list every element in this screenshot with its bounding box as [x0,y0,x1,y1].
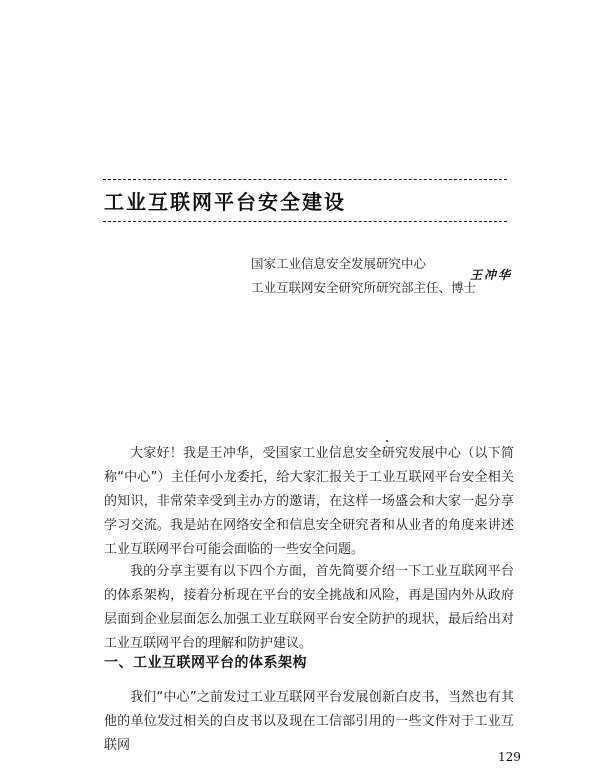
section-heading: 一、工业互联网平台的体系架构 [104,655,307,671]
page-number: 129 [498,750,521,764]
article-title: 工业互联网平台安全建设 [104,190,346,214]
body-paragraph-intro: 大家好！我是王冲华，受国家工业信息安全研究发展中心（以下简称“中心”）主任何小龙委托，给大家汇报关于工业互联网平台安全相关的知识，非常荣幸受到主办方的邀请，在这样一场盛会和大家一起分享学习交流。我是站在网络安全和信息安全研究者和从业者的角度来讲述工业互联网平台可能会面临的一些安全问题。 [104,446,514,557]
body-paragraph-outline: 我的分享主要有以下四个方面，首先简要介绍一下工业互联网平台的体系架构，接着分析现在平台的安全挑战和风险，再是国内外从政府层面到企业层面怎么加强工业互联网平台安全防护的现状，最后给出对工业互联网平台的理解和防护建议。 [104,564,514,651]
body-paragraph-section-1: 我们“中心”之前发过工业互联网平台发展创新白皮书，当然也有其他的单位发过相关的白皮书以及现在工信部引用的一些文件对于工业互联网 [104,690,514,753]
title-bottom-rule [103,221,507,222]
title-top-rule [103,179,507,180]
author-name: 王冲华 [470,268,513,282]
author-affiliation-position: 工业互联网安全研究所研究部主任、博士 [251,280,477,295]
author-affiliation-organization: 国家工业信息安全发展研究中心 [251,256,427,271]
